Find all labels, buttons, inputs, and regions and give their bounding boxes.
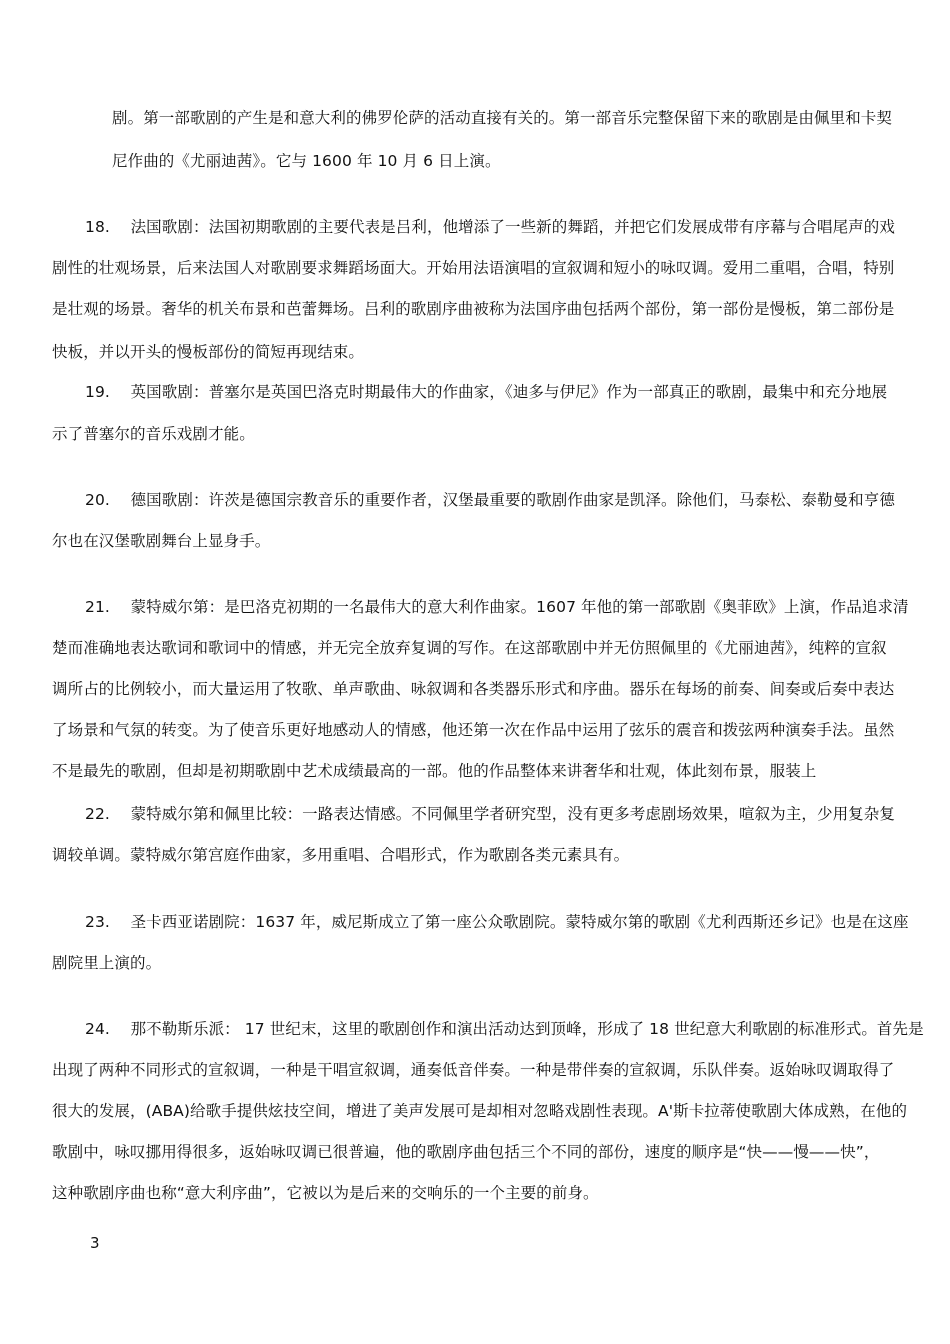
text-line: 调较单调。蒙特威尔第宫庭作曲家，多用重唱、合唱形式，作为歌剧各类元素具有。 xyxy=(52,846,630,864)
text-line: 不是最先的歌剧，但却是初期歌剧中艺术成绩最高的一部。他的作品整体来讲奢华和壮观，体此刻布景，服装上 xyxy=(52,762,817,780)
text-line: 出现了两种不同形式的宣叙调，一种是干唱宣叙调，通奏低音伴奏。一种是带伴奏的宣叙调，乐队伴奏。返始咏叹调取得了 xyxy=(52,1061,895,1079)
text-line: 23. 圣卡西亚诺剧院：1637 年，威尼斯成立了第一座公众歌剧院。蒙特威尔第的歌剧《尤利西斯还乡记》也是在这座 xyxy=(85,913,909,931)
text-line: 18. 法国歌剧：法国初期歌剧的主要代表是吕利，他增添了一些新的舞蹈，并把它们发展成带有序幕与合唱尾声的戏 xyxy=(85,218,895,236)
text-line: 了场景和气氛的转变。为了使音乐更好地感动人的情感，他还第一次在作品中运用了弦乐的震音和拨弦两种演奏手法。虽然 xyxy=(52,721,895,739)
text-line: 剧。第一部歌剧的产生是和意大利的佛罗伦萨的活动直接有关的。第一部音乐完整保留下来的歌剧是由佩里和卡契 xyxy=(112,109,893,127)
text-line: 22. 蒙特威尔第和佩里比较：一路表达情感。不同佩里学者研究型，没有更多考虑剧场效果，喧叙为主，少用复杂复 xyxy=(85,805,895,823)
text-line: 示了普塞尔的音乐戏剧才能。 xyxy=(52,425,255,443)
text-line: 这种歌剧序曲也称“意大利序曲”，它被以为是后来的交响乐的一个主要的前身。 xyxy=(52,1184,599,1202)
text-line: 24. 那不勒斯乐派： 17 世纪末，这里的歌剧创作和演出活动达到顶峰，形成了 18 世纪意大利歌剧的标准形式。首先是 xyxy=(85,1020,924,1038)
page-number: 3 xyxy=(90,1234,100,1252)
text-line: 剧性的壮观场景，后来法国人对歌剧要求舞蹈场面大。开始用法语演唱的宣叙调和短小的咏叹调。爱用二重唱，合唱，特别 xyxy=(52,259,895,277)
text-line: 剧院里上演的。 xyxy=(52,954,162,972)
text-line: 是壮观的场景。奢华的机关布景和芭蕾舞场。吕利的歌剧序曲被称为法国序曲包括两个部份，第一部份是慢板，第二部份是 xyxy=(52,300,895,318)
text-line: 尼作曲的《尤丽迪茜》。它与 1600 年 10 月 6 日上演。 xyxy=(112,152,501,170)
text-line: 20. 德国歌剧：许茨是德国宗教音乐的重要作者，汉堡最重要的歌剧作曲家是凯泽。除他们，马泰松、泰勒曼和亨德 xyxy=(85,491,895,509)
text-line: 快板，并以开头的慢板部份的简短再现结束。 xyxy=(52,343,365,361)
text-line: 21. 蒙特威尔第：是巴洛克初期的一名最伟大的意大利作曲家。1607 年他的第一部歌剧《奥菲欧》上演，作品追求清 xyxy=(85,598,909,616)
text-line: 19. 英国歌剧：普塞尔是英国巴洛克时期最伟大的作曲家，《迪多与伊尼》作为一部真正的歌剧，最集中和充分地展 xyxy=(85,383,888,401)
text-line: 歌剧中，咏叹挪用得很多，返始咏叹调已很普遍，他的歌剧序曲包括三个不同的部份，速度的顺序是“快——慢——快”， xyxy=(52,1143,880,1161)
text-line: 楚而准确地表达歌词和歌词中的情感，并无完全放弃复调的写作。在这部歌剧中并无仿照佩里的《尤丽迪茜》，纯粹的宣叙 xyxy=(52,639,887,657)
text-line: 调所占的比例较小，而大量运用了牧歌、单声歌曲、咏叙调和各类器乐形式和序曲。器乐在每场的前奏、间奏或后奏中表达 xyxy=(52,680,895,698)
text-line: 很大的发展，(ABA)给歌手提供炫技空间，增进了美声发展可是却相对忽略戏剧性表现。A'斯卡拉蒂使歌剧大体成熟，在他的 xyxy=(52,1102,908,1120)
text-line: 尔也在汉堡歌剧舞台上显身手。 xyxy=(52,532,271,550)
